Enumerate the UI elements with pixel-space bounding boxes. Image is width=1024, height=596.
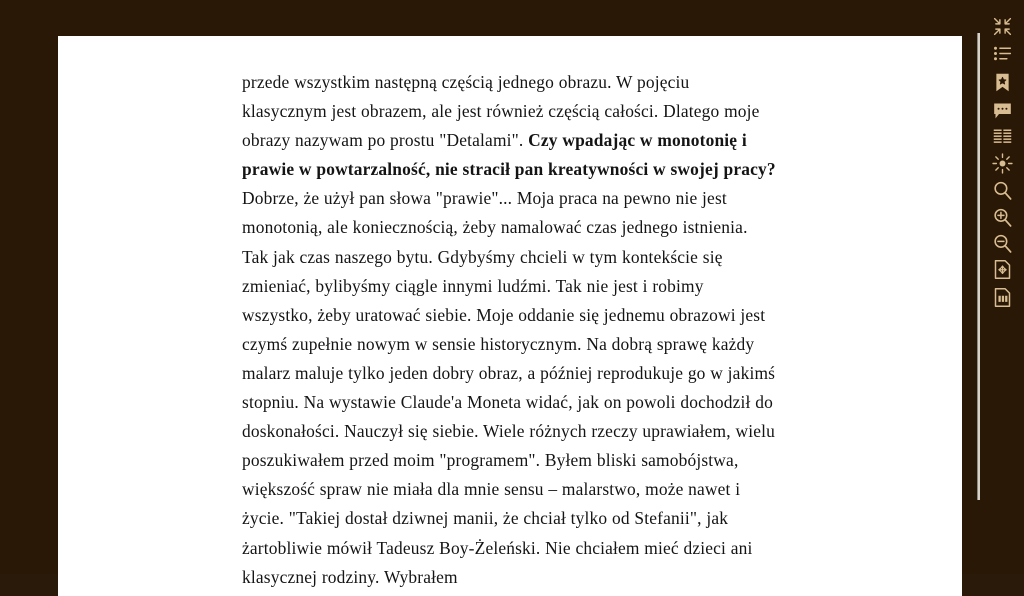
page-columns-icon — [992, 287, 1013, 308]
document-paragraph — [242, 68, 778, 592]
page-layout-button[interactable] — [987, 282, 1017, 312]
zoom-out-icon — [992, 233, 1013, 254]
brightness-button[interactable] — [987, 148, 1017, 178]
fit-page-button[interactable] — [987, 254, 1017, 284]
paragraph-run-lead: przede wszystkim następną częścią jednego obrazu. W pojęciu klasycznym jest obrazem, ale jest również częścią całości. Dlatego moje obrazy nazywam po prostu "Detalami". — [242, 72, 760, 151]
page-fit-move-icon — [992, 259, 1013, 280]
zoom-in-icon — [992, 207, 1013, 228]
collapse-arrows-icon — [992, 16, 1013, 37]
document-page — [58, 36, 962, 596]
document-text-column — [242, 68, 778, 592]
bookmark-button[interactable] — [987, 67, 1017, 97]
toolbar-rail — [980, 0, 1024, 574]
bookmark-star-icon — [992, 72, 1013, 93]
sun-brightness-icon — [992, 153, 1013, 174]
comment-bubble-icon — [992, 100, 1013, 121]
search-button[interactable] — [987, 175, 1017, 205]
collapse-button[interactable] — [987, 11, 1017, 41]
list-contents-icon — [992, 43, 1013, 64]
paragraph-run-question: Czy wpadając w monotonię i prawie w powtarzalność, nie stracił pan kreatywności w swojej pracy? — [242, 130, 776, 180]
two-column-layout-icon — [992, 126, 1013, 147]
paragraph-run-answer: Dobrze, że użył pan słowa "prawie"... Moja praca na pewno nie jest monotonią, ale koniecznością, żeby namalować czas jednego istnienia. Tak jak czas naszego bytu. Gdybyśmy chcieli w tym kontekście się zmieniać, bylibyśmy ciągle innymi ludźmi. Tak nie jest i robimy wszystko, żeby uratować siebie. Moje oddanie się jednemu obrazowi jest czymś zupełnie nowym w sensie historycznym. Na dobrą sprawę każdy malarz maluje tylko jeden dobry obraz, a później reprodukuje go w jakimś stopniu. Na wystawie Claude'a Moneta widać, jak on powoli dochodził do doskonałości. Nauczył się siebie. Wiele różnych rzeczy uprawiałem, wielu poszukiwałem przed moim "programem". Byłem bliski samobójstwa, większość spraw nie miała dla mnie sensu – malarstwo, może nawet i życie. "Takiej dostał dziwnej manii, że chciał tylko od Stefanii", jak żartobliwie mówił Tadeusz Boy-Żeleński. Nie chciałem mieć dzieci ani klasycznej rodziny. Wybrałem — [242, 188, 776, 587]
contents-button[interactable] — [987, 38, 1017, 68]
search-icon — [992, 180, 1013, 201]
columns-button[interactable] — [987, 121, 1017, 151]
